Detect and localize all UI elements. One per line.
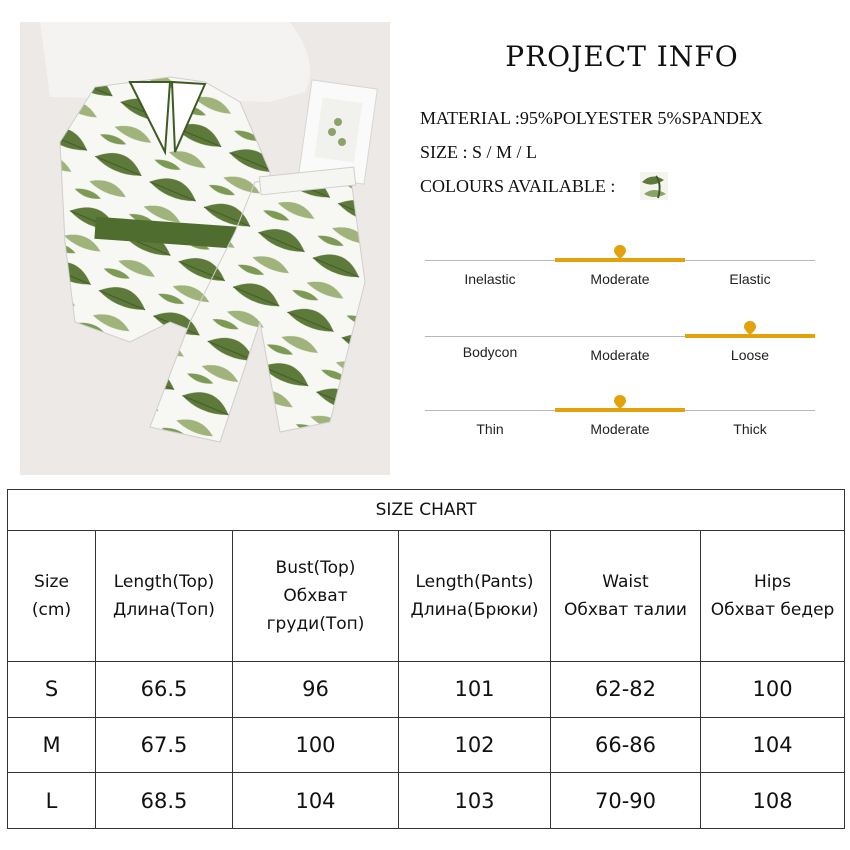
table-cell: M [8,717,96,773]
scale-label-right: Elastic [729,271,771,287]
table-cell: 67.5 [96,717,233,773]
table-cell: 104 [701,717,845,773]
scale-label-right: Loose [730,347,770,363]
table-cell: 70-90 [551,773,701,829]
table-cell: 100 [233,717,399,773]
elasticity-scale [425,242,815,292]
column-header: Length(Pants) Длина(Брюки) [399,531,551,662]
size-chart-title: SIZE CHART [8,490,845,531]
material-text: MATERIAL :95%POLYESTER 5%SPANDEX [420,108,763,128]
table-cell: 104 [233,773,399,829]
size-chart-table [7,489,845,829]
location-pin-icon [613,245,627,259]
table-cell: 103 [399,773,551,829]
colour-swatch[interactable] [640,172,668,200]
table-cell: S [8,662,96,718]
column-header: Hips Обхват бедер [701,531,845,662]
product-photo [20,22,390,475]
column-header: Waist Обхват талии [551,531,701,662]
scale-label-middle: Moderate [590,421,650,437]
column-header: Size (cm) [8,531,96,662]
scale-label-middle: Moderate [590,347,650,363]
scale-label-right: Thick [733,421,767,437]
table-row [8,773,845,829]
table-cell: 100 [701,662,845,718]
scale-label-left: Inelastic [464,271,516,287]
size-text: SIZE : S / M / L [420,142,538,162]
location-pin-icon [613,395,627,409]
scale-label-left: Bodycon [462,344,518,360]
table-cell: 66-86 [551,717,701,773]
project-info-title: PROJECT INFO [505,40,739,73]
table-cell: 96 [233,662,399,718]
scale-label-middle: Moderate [590,271,650,287]
thickness-scale [425,392,815,442]
location-pin-icon [743,321,757,335]
fit-scale [425,318,815,368]
table-cell: 108 [701,773,845,829]
table-cell: L [8,773,96,829]
table-cell: 102 [399,717,551,773]
column-header: Length(Top) Длина(Топ) [96,531,233,662]
table-row [8,717,845,773]
column-header: Bust(Top) Обхват груди(Топ) [233,531,399,662]
colours-text: COLOURS AVAILABLE : [420,176,616,196]
table-cell: 66.5 [96,662,233,718]
pajama-set-image [20,22,390,475]
table-cell: 101 [399,662,551,718]
table-cell: 68.5 [96,773,233,829]
table-cell: 62-82 [551,662,701,718]
table-row [8,662,845,718]
scale-label-left: Thin [476,421,504,437]
